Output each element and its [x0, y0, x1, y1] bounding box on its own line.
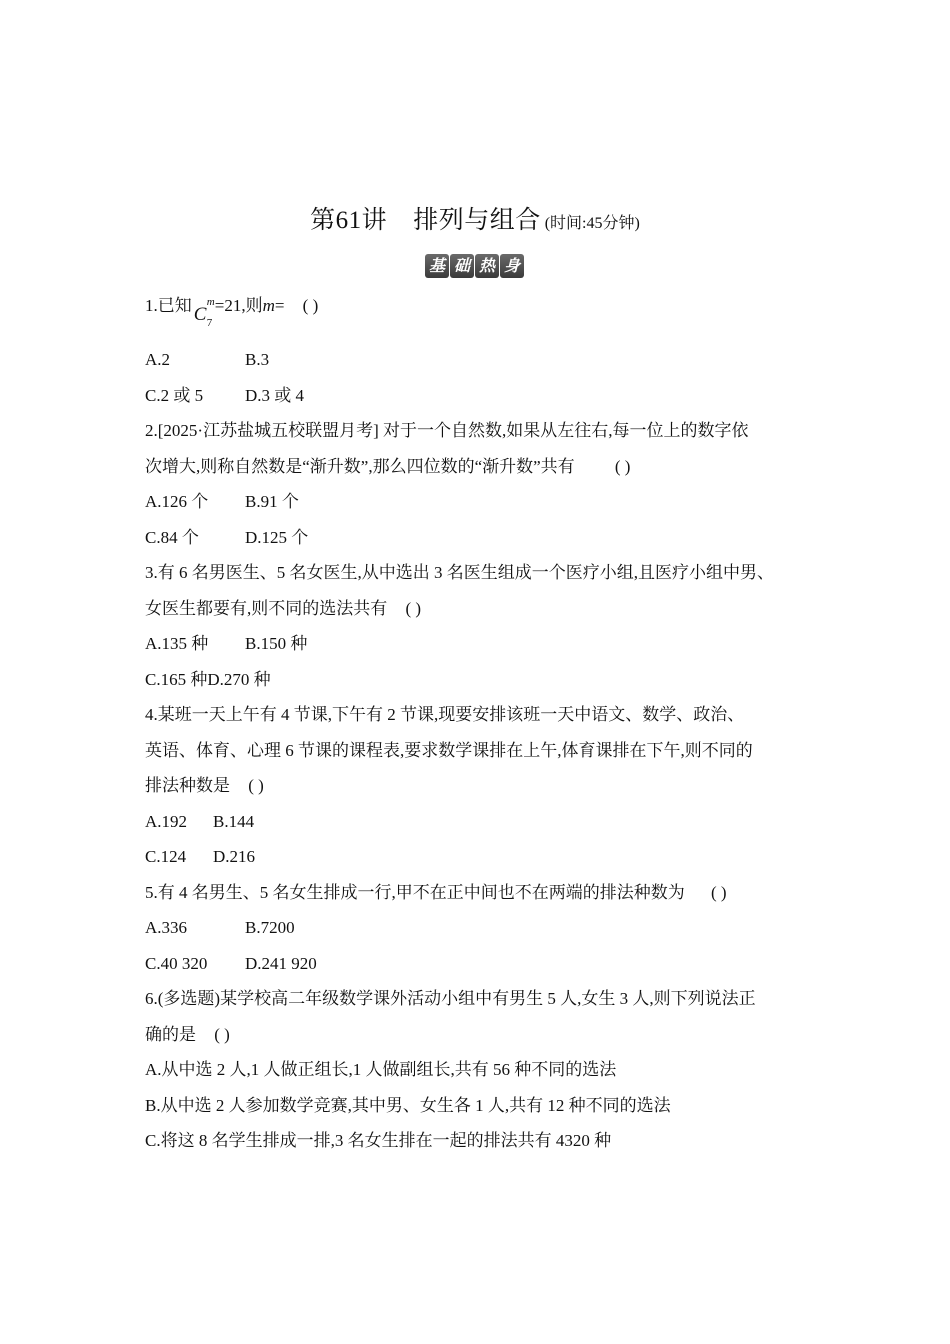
answer-blank: ( ): [214, 1024, 230, 1044]
question-5-options-row: [145, 910, 815, 946]
option-b[interactable]: B.144: [213, 811, 255, 831]
question-6-stem: 6.(多选题)某学校高二年级数学课外活动小组中有男生 5 人,女生 3 人,则下列说法正: [145, 989, 756, 1008]
option-c[interactable]: C.165 种: [145, 669, 208, 689]
answer-blank: ( ): [614, 456, 631, 476]
badge-char: 础: [450, 254, 474, 278]
question-2-options-row: [145, 520, 815, 556]
answer-blank: ( ): [248, 776, 264, 795]
option-a[interactable]: A.2: [145, 350, 171, 369]
option-b[interactable]: B.91 个: [245, 492, 299, 511]
question-2-options-row: [145, 484, 815, 520]
question-2-stem: 2.[2025·江苏盐城五校联盟月考] 对于一个自然数,如果从左往右,每一位上的数字依: [145, 421, 749, 440]
option-d[interactable]: D.270 种: [207, 669, 271, 689]
answer-blank: ( ): [405, 598, 422, 618]
option-b[interactable]: B.从中选 2 人参加数学竞赛,其中男、女生各 1 人,共有 12 种不同的选法: [145, 1095, 671, 1115]
question-3-options-row: [145, 662, 815, 698]
combination-symbol: C m 7: [193, 296, 215, 329]
answer-blank: ( ): [710, 882, 727, 902]
badge-char: 热: [475, 254, 499, 278]
question-1-options-row: [145, 342, 815, 378]
option-c[interactable]: C.124: [145, 847, 187, 866]
lecture-topic: 排列与组合: [413, 207, 541, 234]
question-4-options-row: [145, 839, 815, 875]
page-title: [0, 200, 950, 236]
option-a[interactable]: A.192: [145, 811, 188, 831]
question-5-stem: 5.有 4 名男生、5 名女生排成一行,甲不在正中间也不在两端的排法种数为 ( ): [145, 875, 815, 911]
badge-char: 基: [425, 254, 449, 278]
option-c[interactable]: C.84 个: [145, 527, 199, 547]
question-4-stem: 英语、体育、心理 6 节课的课程表,要求数学课排在上午,体育课排在下午,则不同的: [145, 740, 753, 760]
option-a[interactable]: A.126 个: [145, 492, 209, 511]
option-b[interactable]: B.7200: [245, 918, 295, 937]
question-3-stem: 女医生都要有,则不同的选法共有 ( ): [145, 591, 815, 627]
question-5-options-row: [145, 946, 815, 982]
question-3-options-row: [145, 626, 815, 662]
question-list: [145, 288, 815, 1159]
question-3-stem: 3.有 6 名男医生、5 名女医生,从中选出 3 名医生组成一个医疗小组,且医疗小组中男、: [145, 563, 774, 582]
lecture-number: 第61讲: [310, 207, 388, 234]
option-b[interactable]: B.3: [245, 350, 270, 369]
option-a[interactable]: A.从中选 2 人,1 人做正组长,1 人做副组长,共有 56 种不同的选法: [145, 1060, 617, 1079]
option-a[interactable]: A.336: [145, 918, 188, 937]
question-2-stem: 次增大,则称自然数是“渐升数”,那么四位数的“渐升数”共有 ( ): [145, 449, 815, 485]
option-a[interactable]: A.135 种: [145, 634, 209, 653]
option-d[interactable]: D.241 920: [245, 953, 317, 973]
option-c[interactable]: C.将这 8 名学生排成一排,3 名女生排在一起的排法共有 4320 种: [145, 1131, 612, 1150]
option-c[interactable]: C.40 320: [145, 953, 208, 973]
question-4-options-row: [145, 804, 815, 840]
badge-char: 身: [500, 254, 524, 278]
question-1-stem: 1.已知 C m 7 =21,则m= ( ): [145, 288, 815, 342]
question-4-stem: 排法种数是 ( ): [145, 768, 815, 804]
question-6-stem: 确的是 ( ): [145, 1017, 815, 1053]
question-1-options-row: [145, 378, 815, 414]
time-note: (时间:45分钟): [544, 215, 640, 232]
option-b[interactable]: B.150 种: [245, 634, 308, 653]
section-badge: [425, 254, 524, 278]
option-d[interactable]: D.3 或 4: [245, 385, 305, 405]
option-d[interactable]: D.125 个: [245, 527, 309, 547]
answer-blank: ( ): [302, 296, 319, 315]
option-c[interactable]: C.2 或 5: [145, 385, 204, 405]
option-d[interactable]: D.216: [213, 847, 256, 866]
question-4-stem: 4.某班一天上午有 4 节课,下午有 2 节课,现要安排该班一天中语文、数学、政治、: [145, 705, 745, 724]
